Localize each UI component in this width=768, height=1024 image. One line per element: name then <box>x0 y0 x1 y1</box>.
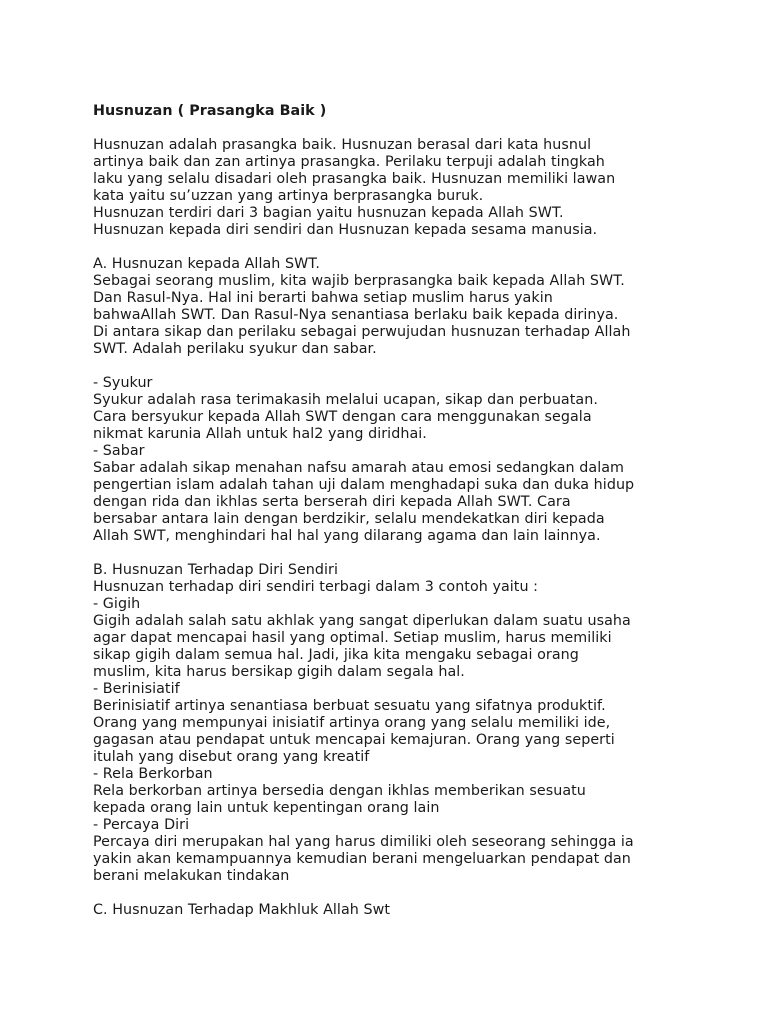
text-line: - Syukur <box>93 375 153 391</box>
document-title: Husnuzan ( Prasangka Baik ) <box>93 103 327 119</box>
text-line: nikmat karunia Allah untuk hal2 yang diridhai. <box>93 426 427 442</box>
text-line: Husnuzan terhadap diri sendiri terbagi dalam 3 contoh yaitu : <box>93 579 539 595</box>
text-line: C. Husnuzan Terhadap Makhluk Allah Swt <box>93 902 390 918</box>
text-line: SWT. Adalah perilaku syukur dan sabar. <box>93 341 377 357</box>
text-line: laku yang selalu disadari oleh prasangka baik. Husnuzan memiliki lawan <box>93 171 616 187</box>
text-line: Syukur adalah rasa terimakasih melalui ucapan, sikap dan perbuatan. <box>93 392 598 408</box>
document-body <box>93 120 733 919</box>
text-line: Rela berkorban artinya bersedia dengan ikhlas memberikan sesuatu <box>93 783 586 799</box>
text-line: kepada orang lain untuk kepentingan orang lain <box>93 800 440 816</box>
text-line: Husnuzan kepada diri sendiri dan Husnuzan kepada sesama manusia. <box>93 222 598 238</box>
text-line: artinya baik dan zan artinya prasangka. Perilaku terpuji adalah tingkah <box>93 154 605 170</box>
text-line: Husnuzan adalah prasangka baik. Husnuzan berasal dari kata husnul <box>93 137 592 153</box>
text-line: agar dapat mencapai hasil yang optimal. Setiap muslim, harus memiliki <box>93 630 612 646</box>
blank-line <box>93 358 733 375</box>
blank-line <box>93 545 733 562</box>
text-line: Husnuzan terdiri dari 3 bagian yaitu husnuzan kepada Allah SWT. <box>93 205 564 221</box>
text-line: Sabar adalah sikap menahan nafsu amarah atau emosi sedangkan dalam <box>93 460 625 476</box>
text-line: itulah yang disebut orang yang kreatif <box>93 749 370 765</box>
text-line: Orang yang mempunyai inisiatif artinya orang yang selalu memiliki ide, <box>93 715 611 731</box>
text-line: Dan Rasul-Nya. Hal ini berarti bahwa setiap muslim harus yakin <box>93 290 553 306</box>
text-line: Berinisiatif artinya senantiasa berbuat sesuatu yang sifatnya produktif. <box>93 698 606 714</box>
text-line: Gigih adalah salah satu akhlak yang sangat diperlukan dalam suatu usaha <box>93 613 631 629</box>
text-line: Cara bersyukur kepada Allah SWT dengan cara menggunakan segala <box>93 409 592 425</box>
text-line: bahwaAllah SWT. Dan Rasul-Nya senantiasa berlaku baik kepada dirinya. <box>93 307 619 323</box>
text-line: Percaya diri merupakan hal yang harus dimiliki oleh seseorang sehingga ia <box>93 834 634 850</box>
text-line: muslim, kita harus bersikap gigih dalam segala hal. <box>93 664 465 680</box>
blank-line <box>93 120 733 137</box>
text-line: Di antara sikap dan perilaku sebagai perwujudan husnuzan terhadap Allah <box>93 324 631 340</box>
text-line: gagasan atau pendapat untuk mencapai kemajuran. Orang yang seperti <box>93 732 615 748</box>
text-line: Sebagai seorang muslim, kita wajib berprasangka baik kepada Allah SWT. <box>93 273 625 289</box>
text-line: Allah SWT, menghindari hal hal yang dilarang agama dan lain lainnya. <box>93 528 601 544</box>
text-line: - Berinisiatif <box>93 681 180 697</box>
text-line: kata yaitu su’uzzan yang artinya berprasangka buruk. <box>93 188 484 204</box>
text-line: berani melakukan tindakan <box>93 868 290 884</box>
text-line: - Gigih <box>93 596 141 612</box>
blank-line <box>93 885 733 902</box>
text-line: B. Husnuzan Terhadap Diri Sendiri <box>93 562 339 578</box>
text-line: - Percaya Diri <box>93 817 190 833</box>
text-line: A. Husnuzan kepada Allah SWT. <box>93 256 320 272</box>
document-page <box>93 103 733 919</box>
text-line: bersabar antara lain dengan berdzikir, selalu mendekatkan diri kepada <box>93 511 605 527</box>
text-line: - Sabar <box>93 443 145 459</box>
text-line: pengertian islam adalah tahan uji dalam menghadapi suka dan duka hidup <box>93 477 635 493</box>
text-line: dengan rida dan ikhlas serta berserah diri kepada Allah SWT. Cara <box>93 494 571 510</box>
text-line: - Rela Berkorban <box>93 766 213 782</box>
text-line: sikap gigih dalam semua hal. Jadi, jika kita mengaku sebagai orang <box>93 647 579 663</box>
blank-line <box>93 239 733 256</box>
text-line: yakin akan kemampuannya kemudian berani mengeluarkan pendapat dan <box>93 851 631 867</box>
